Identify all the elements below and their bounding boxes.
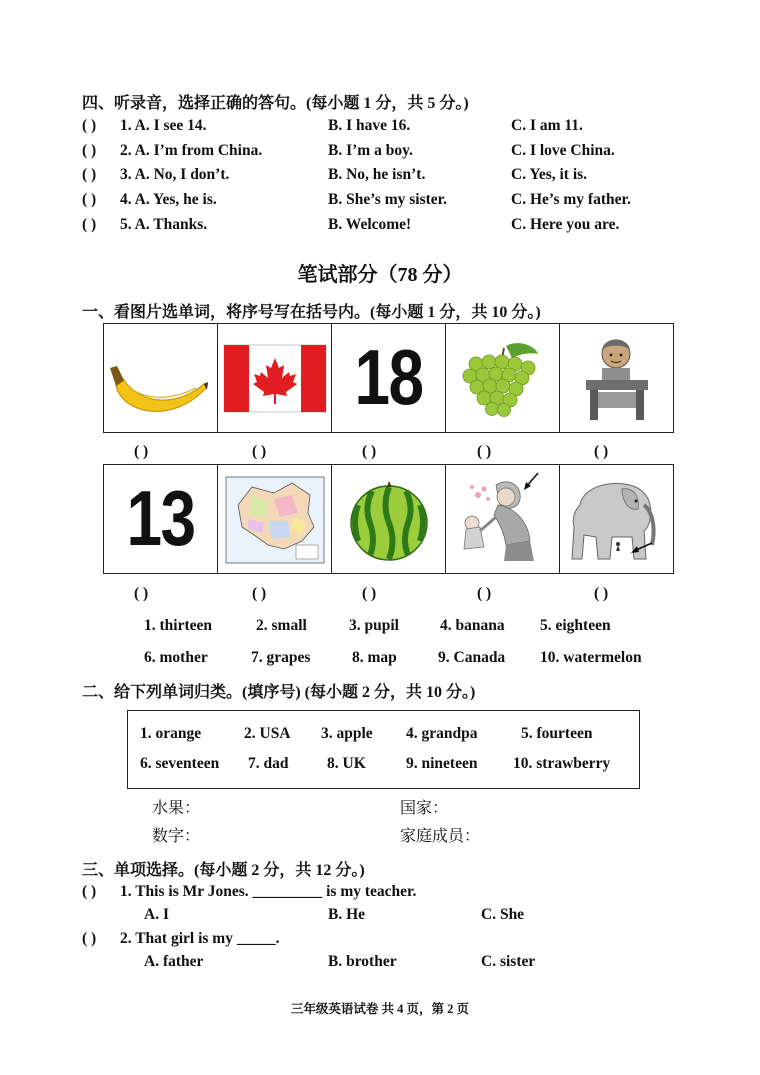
written-part-title: 笔试部分（78 分） [297,264,463,286]
word-option: 4. banana [440,617,505,634]
s3-q2-text: 2. That girl is my _____. [120,930,280,947]
s4-q5-paren[interactable]: ( ) [82,216,97,233]
box-word: 1. orange [140,725,202,742]
section2-title: 二、给下列单词归类。(填序号) (每小题 2 分，共 10 分。) [82,684,476,701]
s4-q4-c: C. He’s my father. [511,191,631,208]
s3-q1-b: B. He [328,906,366,923]
canada-flag-picture [218,324,332,432]
category-family-label: 家庭成员： [400,828,481,845]
s4-q3-b: B. No, he isn’t. [328,166,426,183]
watermelon-picture [332,465,446,573]
word-option: 10. watermelon [540,649,642,666]
s4-q3-a: 3. A. No, I don’t. [120,166,230,183]
pupil-icon [560,324,673,432]
s3-q1-c: C. She [481,906,525,923]
box-word: 4. grandpa [406,725,478,742]
s3-q2-a: A. father [144,953,204,970]
answer-paren-r1-2[interactable]: ( ) [252,443,267,460]
s4-q2-a: 2. A. I’m from China. [120,142,263,159]
s4-q4-b: B. She’s my sister. [328,191,447,208]
box-word: 6. seventeen [140,755,220,772]
elephant-icon [560,465,673,573]
s4-q2-c: C. I love China. [511,142,615,159]
box-word: 2. USA [244,725,291,742]
answer-paren-r2-5[interactable]: ( ) [594,585,609,602]
mother-picture [446,465,560,573]
number-13-picture [104,465,218,573]
box-word: 3. apple [321,725,373,742]
s4-q1-b: B. I have 16. [328,117,411,134]
s3-q2-paren[interactable]: ( ) [82,930,97,947]
box-word: 5. fourteen [521,725,593,742]
picture-row-1 [103,323,674,433]
answer-paren-r2-2[interactable]: ( ) [252,585,267,602]
page-footer: 三年级英语试卷 共 4 页，第 2 页 [290,1002,470,1016]
word-option: 8. map [352,649,397,666]
answer-paren-r2-3[interactable]: ( ) [362,585,377,602]
word-option: 3. pupil [349,617,399,634]
s3-q2-b: B. brother [328,953,397,970]
number-13-text: 13 [126,474,195,562]
answer-paren-r1-4[interactable]: ( ) [477,443,492,460]
pupil-picture [560,324,673,432]
s4-q5-b: B. Welcome! [328,216,412,233]
banana-picture [104,324,218,432]
s4-q3-paren[interactable]: ( ) [82,166,97,183]
number-18-text: 18 [354,333,423,421]
category-number-label: 数字： [152,828,201,845]
s4-q2-paren[interactable]: ( ) [82,142,97,159]
s3-q1-a: A. I [144,906,169,923]
word-option: 1. thirteen [144,617,213,634]
word-option: 5. eighteen [540,617,611,634]
banana-icon [104,324,217,432]
answer-paren-r2-4[interactable]: ( ) [477,585,492,602]
answer-paren-r2-1[interactable]: ( ) [134,585,149,602]
answer-paren-r1-5[interactable]: ( ) [594,443,609,460]
category-country-label: 国家： [400,800,449,817]
s4-q3-c: C. Yes, it is. [511,166,588,183]
box-word: 7. dad [248,755,289,772]
s4-q5-c: C. Here you are. [511,216,620,233]
s4-q5-a: 5. A. Thanks. [120,216,208,233]
s3-q1-text: 1. This is Mr Jones. _________ is my teacher. [120,883,417,900]
map-icon [218,465,331,573]
watermelon-icon [332,465,445,573]
s3-q1-paren[interactable]: ( ) [82,883,97,900]
canada-flag-icon [218,324,331,432]
grapes-icon [446,324,559,432]
box-word: 9. nineteen [406,755,478,772]
answer-paren-r1-1[interactable]: ( ) [134,443,149,460]
category-fruit-label: 水果： [152,800,201,817]
s3-q2-c: C. sister [481,953,536,970]
answer-paren-r1-3[interactable]: ( ) [362,443,377,460]
word-option: 2. small [256,617,307,634]
box-word: 10. strawberry [513,755,611,772]
picture-row-2 [103,464,674,574]
word-box [127,710,640,789]
s4-q1-paren[interactable]: ( ) [82,117,97,134]
word-option: 9. Canada [438,649,506,666]
section1-title: 一、看图片选单词，将序号写在括号内。(每小题 1 分，共 10 分。) [82,304,541,321]
s4-q2-b: B. I’m a boy. [328,142,413,159]
number-18-picture [332,324,446,432]
section4-title: 四、听录音，选择正确的答句。(每小题 1 分，共 5 分。) [82,95,469,112]
word-option: 7. grapes [251,649,311,666]
small-picture [560,465,673,573]
s4-q4-a: 4. A. Yes, he is. [120,191,217,208]
box-word: 8. UK [327,755,366,772]
map-picture [218,465,332,573]
s4-q1-a: 1. A. I see 14. [120,117,207,134]
s4-q4-paren[interactable]: ( ) [82,191,97,208]
grapes-picture [446,324,560,432]
s4-q1-c: C. I am 11. [511,117,583,134]
section3-title: 三、单项选择。(每小题 2 分，共 12 分。) [82,862,365,879]
word-option: 6. mother [144,649,208,666]
mother-icon [446,465,559,573]
